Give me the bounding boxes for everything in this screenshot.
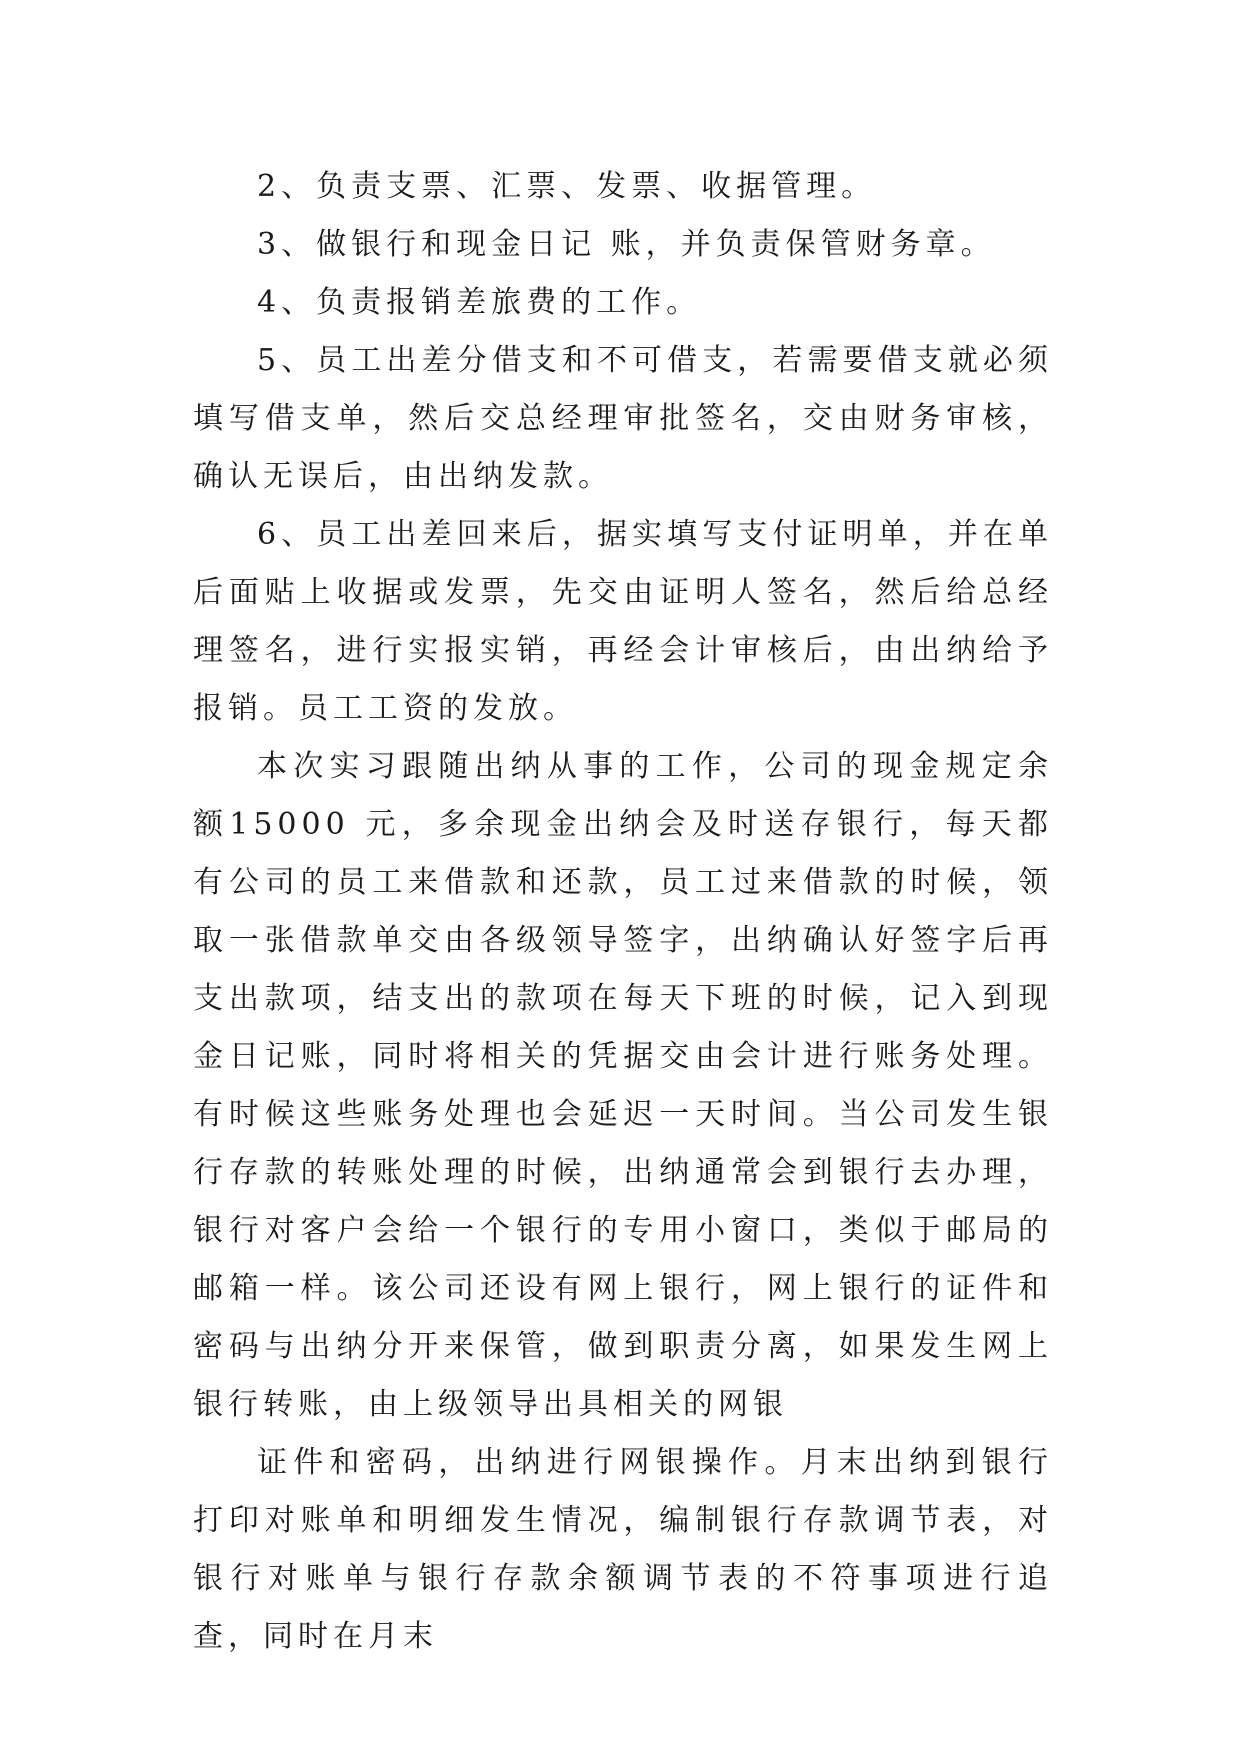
paragraph-item-4: 4、负责报销差旅费的工作。 xyxy=(257,285,702,320)
paragraph-item-6: 6、员工出差回来后，据实填写支付证明单，并在单后面贴上收据或发票，先交由证明人签名，然后给总经理签名，进行实报实销，再经会计审核后，由出纳给予报销。员工工资的发放。 xyxy=(193,517,1053,726)
paragraph-internship: 本次实习跟随出纳从事的工作，公司的现金规定余额15000 元，多余现金出纳会及时送存银行，每天都有公司的员工来借款和还款，员工过来借款的时候，领取一张借款单交由各级领导签字，出纳确认好签字后再支出款项，结支出的款项在每天下班的时候，记入到现金日记账，同时将相关的凭据交由会计进行账务处理。有时候这些账务处理也会延迟一天时间。当公司发生银行存款的转账处理的时候，出纳通常会到银行去办理，银行对客户会给一个银行的专用小窗口，类似于邮局的邮箱一样。该公司还设有网上银行，网上银行的证件和密码与出纳分开来保管，做到职责分离，如果发生网上银行转账，由上级领导出具相关的网银 xyxy=(193,749,1053,1422)
paragraph-month-end: 证件和密码，出纳进行网银操作。月末出纳到银行打印对账单和明细发生情况，编制银行存款调节表，对银行对账单与银行存款余额调节表的不符事项进行追查，同时在月末 xyxy=(193,1445,1053,1654)
paragraph-item-3: 3、做银行和现金日记 账，并负责保管财务章。 xyxy=(257,227,996,262)
document-body xyxy=(193,158,1053,1666)
paragraph-item-2: 2、负责支票、汇票、发票、收据管理。 xyxy=(257,169,877,204)
paragraph-item-5: 5、员工出差分借支和不可借支，若需要借支就必须填写借支单，然后交总经理审批签名，交由财务审核，确认无误后，由出纳发款。 xyxy=(193,343,1053,494)
